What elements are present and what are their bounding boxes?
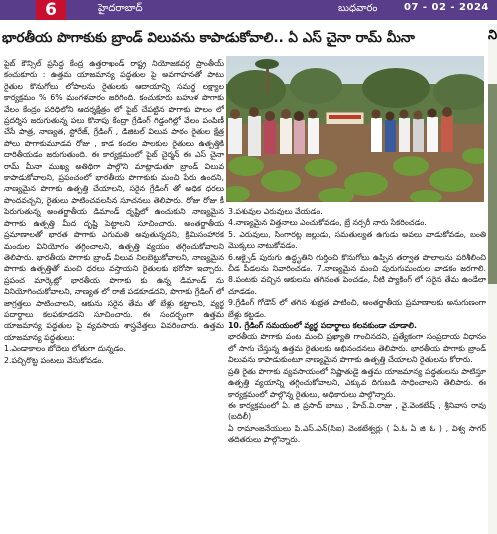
- article-paragraph: 10. గ్రేడింగ్ సమయంలో వ్యర్థ పదార్థాలు కలవకుండా చూడాలి.: [228, 321, 417, 331]
- article-paragraph: 3.పశువుల ఎరువులు వేయడం.: [228, 207, 323, 216]
- photo-illustration: [226, 56, 484, 202]
- article-paragraph: 6.ఆక్సైడ్ పురుగు ఉద్ధృతిని గుర్తించి కొనుగోలు ఉప్పిన తర్వాత పొలాలను పరిశీలించి చీడ పీడలను నివారించడం. 7.నాణ్యమైన మంచి పురుగుమందుల వాడకం జరగాలి. 8.పంటకు వచ్చిన ఆకులను తగినంత పెంచడం, నీటి ప్యాకింగ్ లో సరైన తేమ ఉండేలా చూడడం.: [228, 252, 486, 296]
- adjacent-article-fragment: [488, 24, 497, 534]
- article-paragraph: పైబ్ కౌన్సిల్ ప్రసిద్ధ కేంద్ర ఉత్తరాఖండ్ రాష్ట్ర నియోజకవర్గ ప్రాంతీయ్ కంచుకూరు : ఉత్తమ యాజమాన్య పద్ధతుల పై అవగాహనతో పాటు రైతుల కొనుగోలు లోపాలను రైతులకు ఆదాయాన్ని సమర్థ లక్ష్యాల కార్యక్రమం % 6% మంగళవారం జరిగింది. కంచుకూరు బహుళ పొగాకు వేలం కేంద్రం పరిధిలోని ఆదర్శక్షేత్రం లో పైబ్ చేపట్టిన పొగాకు పొలం లో ప్రదర్శిస జరుగుతున్న పలు కొనాపు కేంద్రా గ్రేడింగ్ గిడ్డంగిల్లో వేలం పంపిణీ చేసే పాత్ర, నాణ్యత, స్టోరేజ్, గ్రేడింగ్ , డిజిటల్ విలువ పాఠం రైతుల క్షేత్ర పోలు పొగాకుమూడవ రోజు , కాడ కందల పాలకుల రైతులు ఉత్పత్తికి దారితీయడం జరుగుతుంది. ఈ కార్యక్రమంలో పైబ్ చైర్మన్ ఈ ఎస్ చైనా రామ్ మీనా ముఖ్య అతిథిగా పాల్గొని మాట్లాడుతూ బ్రాండ్ విలువ కాపాడుకోవాలని, ప్రపంచంలో భారతీయ పొగాకుకు మంచి పేరు ఉందని, నాణ్యమైన పొగాకు ఉత్పత్తి చేయాలని, సరైన గ్రేడింగ్ తో అధిక ధరలు పొందవచ్చని, రైతులు పాటించవలసిన సూచనలు తెలిపారు. రోజు రోజు కీ పెరుగుతున్న అంతర్జాతీయ డిమాండ్ దృష్టిలో ఉంచుకుని నాణ్యమైన పొగాకు ఉత్పత్తి మీద దృష్టి పెట్టాలని సూచించారు. అంతర్జాతీయ ప్రమాణాలతో భారత పొగాకు ఎగుమతి అవుతున్నదని, క్రిమిసంహారక మందుల వినియోగం తగ్గించాలని, ఉత్పత్తి వ్యయం తగ్గించుకోవాలని తెలిపారు. భారతీయ పొగాకు బ్రాండ్ విలువ నిలబెట్టుకోవాలని, నాణ్యమైన పొగాకు ఉత్పత్తితో మంచి ధరలు వస్తాయని రైతులకు భరోసా ఇచ్చారు. ప్రపంచ మార్కెట్లో భారతీయ పొగాకు కు ఉన్న డిమాండ్ ను వినియోగించుకోవాలని, నాణ్యత లో రాజీ పడకూడదని, పొగాకు గ్రేడింగ్ లో జాగ్రత్తలు పాటించాలని, ఆకును సరైన తేమ తో బేళ్లు కట్టాలని, వ్యర్థ పదార్థాలు కలపకూడదని సూచించారు. ఈ సందర్భంగా ఉత్తమ యాజమాన్య పద్ధతుల పై వ్యవసాయ శాస్త్రవేత్తలు వివరించారు. ఉత్తమ యాజమాన్య పద్ధతులు:: [4, 59, 224, 342]
- headline-text: భారతీయ పొగాకుకు బ్రాండ్ విలువను కాపాడుకోవాలి.. ఏ ఎస్ చైనా రామ్ మీనా: [2, 30, 415, 46]
- article-right-column: [228, 206, 486, 534]
- adjacent-headline-fragment: ని: [488, 28, 497, 43]
- adjacent-photo-fragment: [488, 84, 497, 284]
- article-paragraph: 1.ఎండాకాలం బోదెలు లోతుగా దున్నడం.: [4, 344, 126, 354]
- page-number: 6: [36, 0, 66, 20]
- article-paragraph: భారతీయ పొగాకు పంట మంచి ప్రఖ్యాతి గాంచినదని, ప్రత్యేకంగా సంప్రదాయ విధానం లో సాగు చేస్తున్న ఉత్తమ రైతులకు అభినందనలు తెలిపారు. భారతీయ పొగాకు బ్రాండ్ విలువను కాపాడుకుంటూ నాణ్యమైన పొగాకు ఉత్పత్తి చేయాలని రైతులను కోరారు.: [228, 332, 486, 365]
- article-paragraph: 5. ఎరువులు, సింగారట్ల జల్లుడు, సమతుల్యత ఉగుడు అవలు వాడుకోవడం, బంతి మొక్కలు నాటుకోవడం.: [228, 229, 486, 251]
- article-paragraph: 4.నాణ్యమైన విత్తనాలు ఎంచుకోవడం, బ్రే నర్సరీ నారు సేకరించడం.: [228, 218, 427, 228]
- article-headline: [2, 24, 487, 52]
- article-paragraph: 2.పచ్చిరొట్ట పంటలు వేసుకోవడం.: [4, 355, 104, 365]
- article-paragraph: ఏ రామాంజనేయులు పి.ఎస్.ఎన్(సిఐ) వెంకటేశ్వర్లు ( ఏ.ఓ ఏ జి ఓ ) , విశ్వ సాగర్ తదితరులు పాల్గొన్నారు.: [228, 423, 486, 445]
- masthead-day: బుధవారం: [338, 3, 378, 14]
- article-paragraph: 9.గ్రేడింగ్ గోడౌన్ లో తగిన శుభ్రత పాటించి, అంతర్జాతీయ ప్రమాణాలకు అనుగుణంగా బేళ్లు కట్టడం.: [228, 298, 486, 319]
- article-paragraph: ఈ కార్యక్రమంలో ఏ. జి ప్రసాద్ బాబు , హేచ్.వి.రాజు , వై.వెంకటేష్ , శ్రీనివాస రావు (బదిలీ): [228, 400, 486, 422]
- article-paragraph: ప్రతి రైతు పొగాకు వ్యవసాయంలో నిష్ణాతుడై ఉత్తమ యాజమాన్య పద్ధతులను పాటిస్తూ ఉత్పత్తి వ్యయాన్ని తగ్గించుకోవాలని, ఎక్కువ దిగుబడి సాధించాలని తెలిపారు. ఈ కార్యక్రమంలో పాల్గొన్న రైతులు, అధికారులు పాల్గొన్నారు.: [228, 366, 486, 399]
- masthead-city: హైదరాబాద్: [98, 3, 143, 14]
- masthead-bar: [0, 0, 497, 20]
- masthead-date: 07 - 02 - 2024: [404, 2, 489, 13]
- news-photo-farmers-in-field: [226, 56, 484, 202]
- article-left-column: [4, 58, 224, 534]
